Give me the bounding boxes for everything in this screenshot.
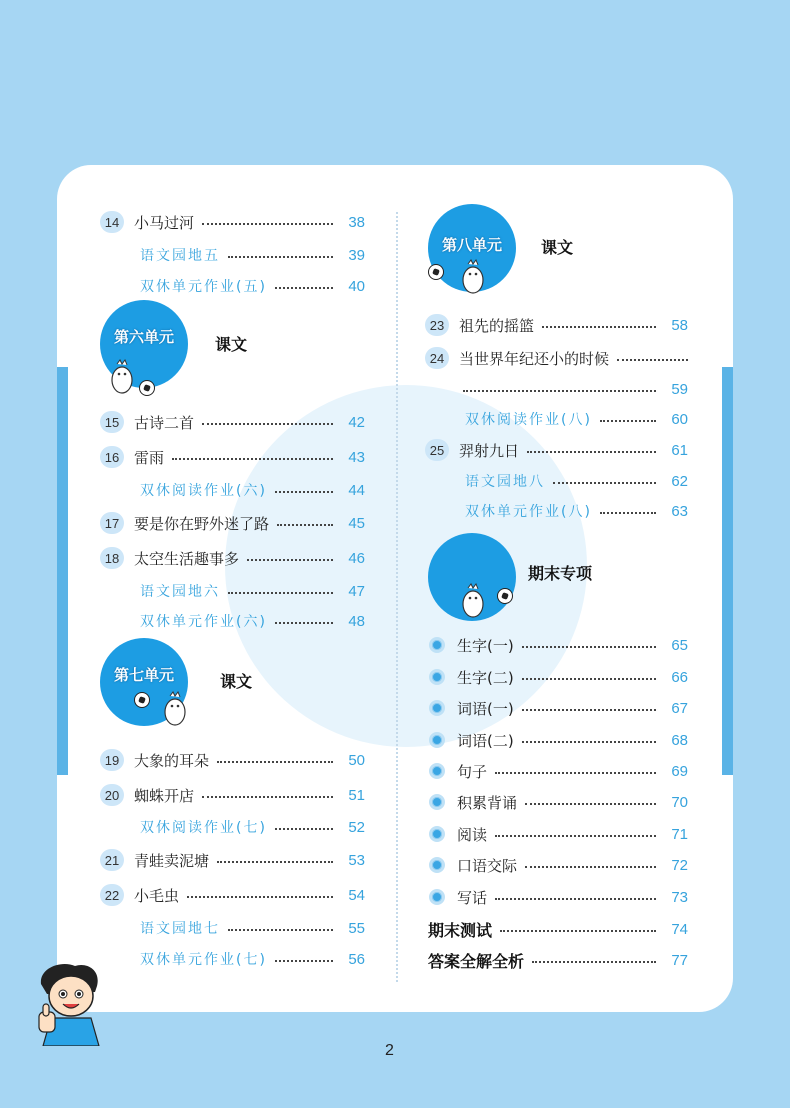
lesson-title: 古诗二首 — [134, 413, 195, 432]
page-number: 2 — [385, 1042, 394, 1059]
page-ref: 54 — [348, 886, 365, 904]
toc-entry[interactable] — [100, 747, 365, 773]
leader-dots — [187, 896, 333, 898]
leader-dots — [495, 835, 656, 837]
page-ref: 61 — [671, 441, 688, 459]
review-title: 积累背诵 — [457, 793, 518, 812]
lesson-title: 语文园地七 — [140, 921, 220, 937]
page-ref: 51 — [348, 786, 365, 804]
page-ref: 48 — [348, 612, 365, 630]
toc-entry[interactable] — [465, 498, 688, 524]
lesson-title: 大象的耳朵 — [134, 751, 210, 770]
lesson-number: 23 — [425, 314, 449, 336]
lesson-number: 24 — [425, 347, 449, 369]
toc-entry[interactable] — [140, 273, 365, 299]
lesson-title: 语文园地八 — [465, 474, 545, 490]
leader-dots — [617, 359, 688, 361]
toc-entry[interactable] — [140, 578, 365, 604]
round-bullet-icon — [429, 637, 445, 653]
toc-entry[interactable] — [425, 789, 688, 815]
lesson-title: 羿射九日 — [459, 441, 520, 460]
leader-dots — [500, 930, 656, 932]
lesson-title: 语文园地五 — [140, 248, 220, 264]
leader-dots — [202, 796, 333, 798]
page-ref: 40 — [348, 277, 365, 295]
toc-entry[interactable] — [100, 545, 365, 571]
leader-dots — [172, 458, 333, 460]
page-ref: 60 — [671, 410, 688, 428]
leader-dots — [525, 803, 656, 805]
review-title: 词语(二) — [457, 731, 514, 750]
unit-label: 第六单元 — [113, 328, 174, 346]
toc-entry[interactable] — [425, 664, 688, 690]
lesson-title: 蜘蛛开店 — [134, 786, 195, 805]
page-ref: 58 — [671, 316, 688, 334]
toc-entry[interactable] — [140, 608, 365, 634]
leader-dots — [463, 390, 656, 392]
round-bullet-icon — [429, 889, 445, 905]
lesson-title: 太空生活趣事多 — [134, 549, 240, 568]
leader-dots — [202, 423, 333, 425]
leader-dots — [228, 929, 333, 931]
lesson-title: 当世界年纪还小的时候 — [459, 349, 610, 368]
lesson-title: 双休单元作业(八) — [465, 504, 592, 520]
leader-dots — [542, 326, 656, 328]
soccer-ball-icon — [428, 264, 444, 280]
toc-entry[interactable] — [100, 782, 365, 808]
lesson-number: 15 — [100, 411, 124, 433]
leader-dots — [527, 451, 656, 453]
page-ref: 50 — [348, 751, 365, 769]
page-ref: 53 — [348, 851, 365, 869]
final-review-heading: 期末专项 — [528, 566, 593, 583]
toc-entry[interactable] — [140, 915, 365, 941]
unit-heading: 课文 — [220, 674, 253, 691]
toc-entry[interactable] — [425, 312, 688, 338]
leader-dots — [228, 592, 333, 594]
toc-entry[interactable] — [140, 814, 365, 840]
lesson-title: 双休阅读作业(八) — [465, 412, 592, 428]
page-ref: 59 — [671, 380, 688, 398]
review-title: 词语(一) — [457, 699, 514, 718]
toc-entry[interactable] — [425, 695, 688, 721]
toc-entry[interactable] — [140, 242, 365, 268]
unit-label: 第八单元 — [441, 236, 502, 254]
lesson-title: 小毛虫 — [134, 886, 180, 905]
lesson-title: 双休阅读作业(六) — [140, 483, 267, 499]
leader-dots — [600, 512, 656, 514]
answers-title: 答案全解全析 — [428, 953, 525, 971]
leader-dots — [522, 678, 656, 680]
review-title: 口语交际 — [457, 856, 518, 875]
leader-dots — [202, 223, 333, 225]
column-divider — [396, 212, 398, 982]
soccer-ball-icon — [134, 692, 150, 708]
toc-entry[interactable] — [425, 821, 688, 847]
page-ref: 72 — [671, 856, 688, 874]
toc-entry[interactable] — [100, 409, 365, 435]
lesson-number: 21 — [100, 849, 124, 871]
lesson-title: 青蛙卖泥塘 — [134, 851, 210, 870]
leader-dots — [495, 898, 656, 900]
unit-heading: 课文 — [215, 337, 248, 354]
page-ref: 71 — [671, 825, 688, 843]
soccer-ball-icon — [497, 588, 513, 604]
lesson-number: 20 — [100, 784, 124, 806]
page-ref: 45 — [348, 514, 365, 532]
page-ref: 43 — [348, 448, 365, 466]
leader-dots — [553, 482, 656, 484]
leader-dots — [522, 709, 656, 711]
round-bullet-icon — [429, 826, 445, 842]
lesson-number: 17 — [100, 512, 124, 534]
leader-dots — [275, 622, 333, 624]
review-title: 生字(一) — [457, 636, 514, 655]
lesson-title: 祖先的摇篮 — [459, 316, 535, 335]
page-ref: 38 — [348, 213, 365, 231]
page-ref: 63 — [671, 502, 688, 520]
right-side-tab — [722, 367, 733, 775]
page-ref: 69 — [671, 762, 688, 780]
round-bullet-icon — [429, 794, 445, 810]
lesson-number: 16 — [100, 446, 124, 468]
lesson-number: 22 — [100, 884, 124, 906]
page-ref: 39 — [348, 246, 365, 264]
dinosaur-mascot-icon — [458, 258, 488, 296]
lesson-title: 双休单元作业(七) — [140, 952, 267, 968]
toc-entry[interactable] — [425, 852, 688, 878]
lesson-number: 14 — [100, 211, 124, 233]
round-bullet-icon — [429, 669, 445, 685]
leader-dots — [532, 961, 656, 963]
leader-dots — [275, 491, 333, 493]
page-ref: 56 — [348, 950, 365, 968]
lesson-title: 语文园地六 — [140, 584, 220, 600]
page-ref: 73 — [671, 888, 688, 906]
page-ref: 77 — [671, 951, 688, 969]
round-bullet-icon — [429, 763, 445, 779]
toc-entry[interactable] — [465, 406, 688, 432]
soccer-ball-icon — [139, 380, 155, 396]
toc-entry[interactable] — [100, 209, 365, 235]
lesson-title: 双休阅读作业(七) — [140, 820, 267, 836]
toc-entry[interactable] — [425, 884, 688, 910]
lesson-number: 25 — [425, 439, 449, 461]
lesson-number: 18 — [100, 547, 124, 569]
unit-label: 第七单元 — [113, 666, 174, 684]
round-bullet-icon — [429, 732, 445, 748]
review-title: 阅读 — [457, 825, 488, 844]
boy-thumbs-up-icon — [35, 962, 107, 1046]
leader-dots — [522, 741, 656, 743]
dinosaur-mascot-icon — [107, 358, 137, 396]
review-title: 生字(二) — [457, 668, 514, 687]
toc-entry[interactable] — [425, 345, 688, 371]
leader-dots — [275, 960, 333, 962]
leader-dots — [525, 866, 656, 868]
page-ref: 55 — [348, 919, 365, 937]
toc-entry[interactable] — [465, 468, 688, 494]
lesson-title: 雷雨 — [134, 448, 165, 467]
toc-entry-continuation[interactable] — [463, 376, 688, 402]
lesson-number: 19 — [100, 749, 124, 771]
round-bullet-icon — [429, 857, 445, 873]
toc-entry[interactable] — [428, 947, 688, 973]
toc-entry[interactable] — [100, 847, 365, 873]
lesson-title: 双休单元作业(五) — [140, 279, 267, 295]
dinosaur-mascot-icon — [160, 690, 190, 728]
page-ref: 47 — [348, 582, 365, 600]
review-title: 句子 — [457, 762, 488, 781]
page-ref: 70 — [671, 793, 688, 811]
toc-entry[interactable] — [100, 510, 365, 536]
leader-dots — [495, 772, 656, 774]
toc-entry[interactable] — [140, 946, 365, 972]
page-ref: 68 — [671, 731, 688, 749]
page-ref: 66 — [671, 668, 688, 686]
final-test-title: 期末测试 — [428, 922, 493, 940]
leader-dots — [275, 828, 333, 830]
round-bullet-icon — [429, 700, 445, 716]
toc-entry[interactable] — [100, 444, 365, 470]
toc-entry[interactable] — [425, 727, 688, 753]
review-title: 写话 — [457, 888, 488, 907]
page-ref: 52 — [348, 818, 365, 836]
lesson-title: 小马过河 — [134, 213, 195, 232]
lesson-title: 要是你在野外迷了路 — [134, 514, 270, 533]
page-ref: 74 — [671, 920, 688, 938]
page-ref: 65 — [671, 636, 688, 654]
left-side-tab — [57, 367, 68, 775]
toc-entry[interactable] — [428, 916, 688, 942]
leader-dots — [277, 524, 333, 526]
page-ref: 62 — [671, 472, 688, 490]
lesson-title: 双休单元作业(六) — [140, 614, 267, 630]
leader-dots — [600, 420, 656, 422]
leader-dots — [275, 287, 333, 289]
page-ref: 42 — [348, 413, 365, 431]
leader-dots — [217, 761, 333, 763]
unit-heading: 课文 — [541, 240, 574, 257]
leader-dots — [247, 559, 333, 561]
page-ref: 46 — [348, 549, 365, 567]
toc-entry[interactable] — [425, 437, 688, 463]
toc-entry[interactable] — [425, 632, 688, 658]
leader-dots — [217, 861, 333, 863]
page-ref: 44 — [348, 481, 365, 499]
page-ref: 67 — [671, 699, 688, 717]
leader-dots — [228, 256, 333, 258]
toc-entry[interactable] — [425, 758, 688, 784]
dinosaur-mascot-icon — [458, 582, 488, 620]
toc-entry[interactable] — [140, 477, 365, 503]
leader-dots — [522, 646, 656, 648]
toc-entry[interactable] — [100, 882, 365, 908]
